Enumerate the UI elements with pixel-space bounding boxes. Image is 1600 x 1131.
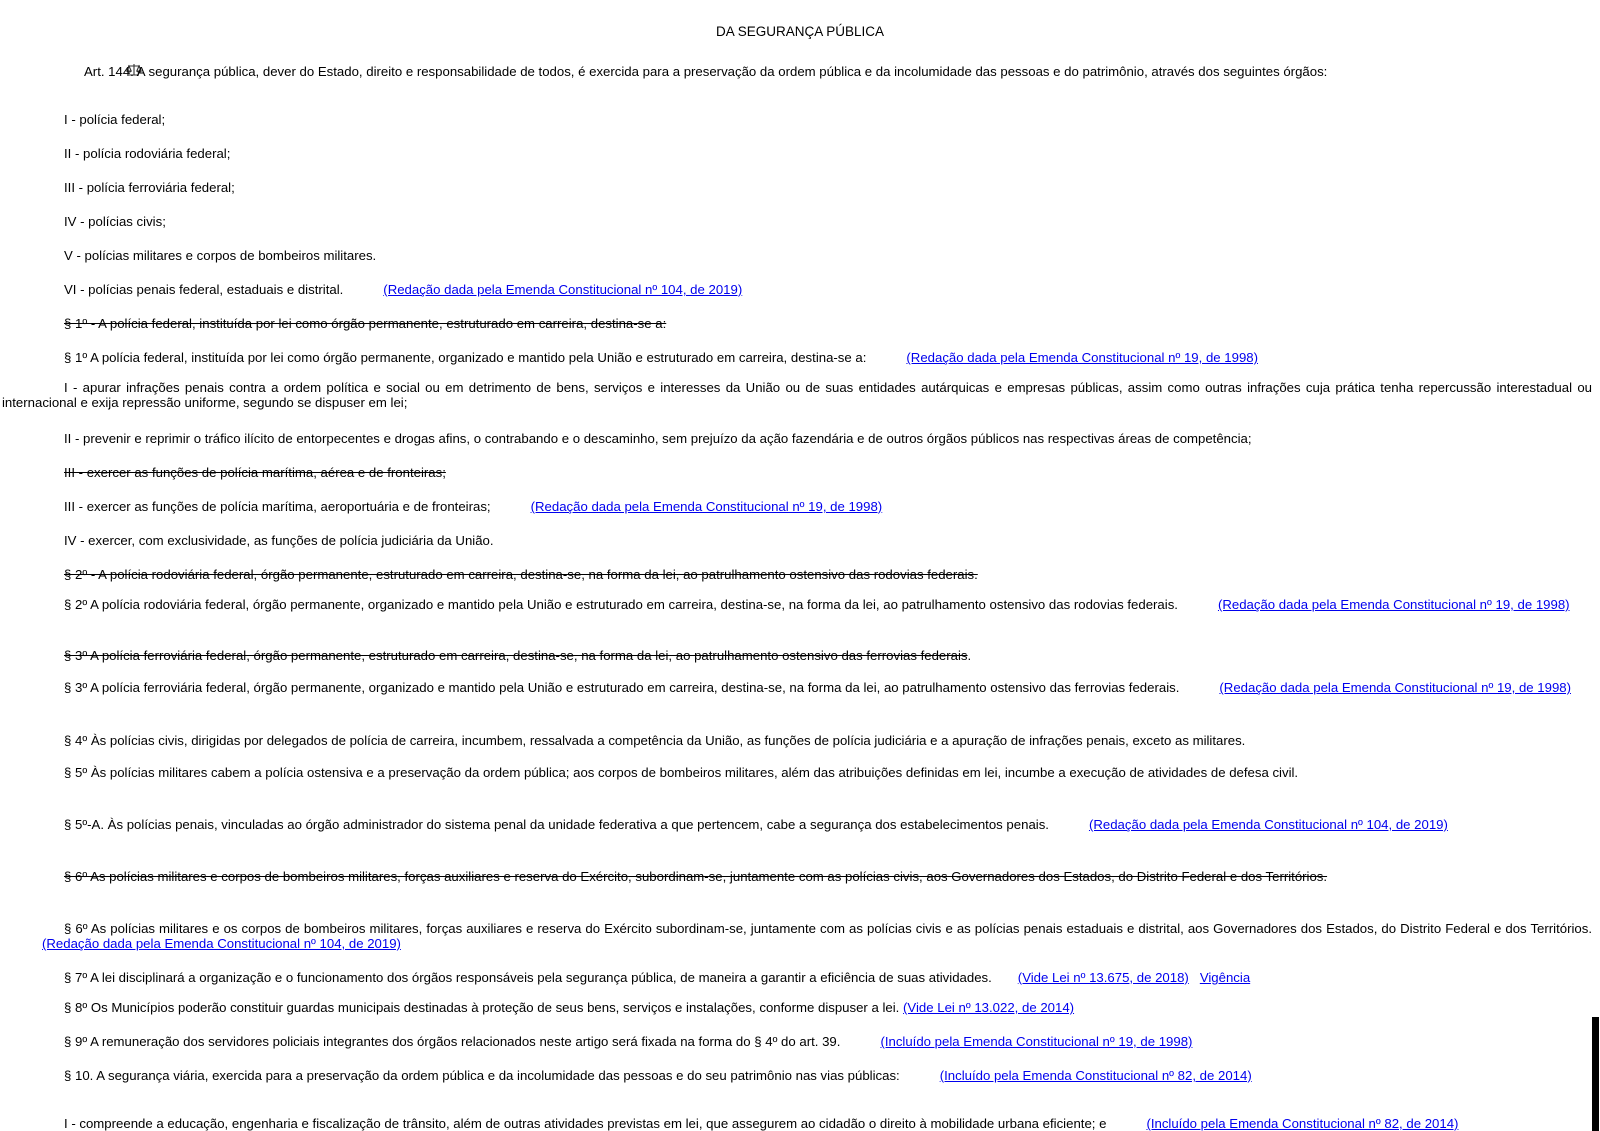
paragraph-text: § 1º A polícia federal, instituída por lei como órgão permanente, organizado e mantido pela União e estruturado em carreira, destina-se a:: [64, 350, 867, 365]
art-144-text: Art. 144. A segurança pública, dever do Estado, direito e responsabilidade de todos, é exercida para a preservação da ordem pública e da incolumidade das pessoas e do patrimônio, através dos seguintes órgãos:: [84, 64, 1328, 79]
paragraph-5a: [2, 817, 1592, 832]
ref-link[interactable]: (Incluído pela Emenda Constitucional nº 19, de 1998): [880, 1034, 1193, 1049]
revoked-end: .: [967, 648, 972, 663]
ref-link[interactable]: (Incluído pela Emenda Constitucional nº 82, de 2014): [939, 1068, 1252, 1083]
paragraph-text: § 9º A remuneração dos servidores policiais integrantes dos órgãos relacionados neste artigo será fixada na forma do § 4º do art. 39.: [64, 1034, 841, 1049]
paragraph-1-inciso-i: I - apurar infrações penais contra a ordem política e social ou em detrimento de bens, serviços e interesses da União ou de suas entidades autárquicas e empresas públicas, assim como outras infrações cuja prática tenha repercussão interestadual ou internacional e exija repressão uniforme, segundo se dispuser em lei;: [2, 380, 1592, 410]
paragraph-10-inciso-i: [64, 1116, 1458, 1131]
paragraph-9: [64, 1034, 1192, 1049]
paragraph-text: § 2º A polícia rodoviária federal, órgão permanente, organizado e mantido pela União e estruturado em carreira, destina-se, na forma da lei, ao patrulhamento ostensivo das rodovias federais.: [64, 597, 1178, 612]
ref-link[interactable]: (Redação dada pela Emenda Constitucional nº 104, de 2019): [42, 936, 401, 951]
paragraph-1-inciso-iii: [64, 499, 882, 514]
ref-link[interactable]: (Redação dada pela Emenda Constitucional nº 19, de 1998): [1217, 597, 1570, 612]
scrollbar-thumb[interactable]: [1592, 1017, 1599, 1131]
paragraph-6-revoked: [2, 869, 1592, 884]
ref-link[interactable]: (Vide Lei nº 13.675, de 2018): [1017, 970, 1189, 985]
inciso-vi: [64, 282, 742, 297]
revoked-text: § 3º A polícia ferroviária federal, órgão permanente, estruturado em carreira, destina-se, na forma da lei, ao patrulhamento ostensivo das ferrovias federais: [64, 648, 968, 663]
inciso-ii: II - polícia rodoviária federal;: [64, 146, 231, 161]
paragraph-text: § 6º As polícias militares e os corpos de bombeiros militares, forças auxiliares e reserva do Exército subordinam-se, juntamente com as polícias civis e as polícias penais estaduais e distrital, aos Governadores dos Estados, do Distrito Federal e dos Territórios.: [64, 921, 1592, 936]
section-title: DA SEGURANÇA PÚBLICA: [715, 24, 885, 39]
revoked-text: § 2º - A polícia rodoviária federal, órgão permanente, estruturado em carreira, destina-se, na forma da lei, ao patrulhamento ostensivo das rodovias federais.: [64, 567, 978, 582]
paragraph-1-inciso-ii: II - prevenir e reprimir o tráfico ilícito de entorpecentes e drogas afins, o contrabando e o descaminho, sem prejuízo da ação fazendária e de outros órgãos públicos nas respectivas áreas de competência;: [64, 431, 1252, 446]
paragraph-text: § 3º A polícia ferroviária federal, órgão permanente, organizado e mantido pela União e estruturado em carreira, destina-se, na forma da lei, ao patrulhamento ostensivo das ferrovias federais.: [64, 680, 1180, 695]
inciso-iii: III - polícia ferroviária federal;: [64, 180, 235, 195]
paragraph-6: [2, 921, 1592, 951]
paragraph-8: [64, 1000, 1074, 1015]
inciso-iv: IV - polícias civis;: [64, 214, 166, 229]
paragraph-2-revoked: [64, 567, 978, 582]
vigencia-link[interactable]: Vigência: [1199, 970, 1251, 985]
scales-icon: [64, 63, 84, 79]
paragraph-1-revoked: [64, 316, 666, 331]
paragraph-text: § 5º-A. Às polícias penais, vinculadas ao órgão administrador do sistema penal da unidade federativa a que pertencem, cabe a segurança dos estabelecimentos penais.: [64, 817, 1049, 832]
paragraph-3: [2, 680, 1592, 695]
inciso-v: V - polícias militares e corpos de bombeiros militares.: [64, 248, 377, 263]
paragraph-3-revoked: [64, 648, 971, 663]
inciso-vi-text: VI - polícias penais federal, estaduais e distrital.: [64, 282, 344, 297]
ref-link[interactable]: (Redação dada pela Emenda Constitucional nº 19, de 1998): [1219, 680, 1571, 695]
ref-link[interactable]: (Redação dada pela Emenda Constitucional nº 104, de 2019): [1088, 817, 1448, 832]
inciso-i: I - polícia federal;: [64, 112, 166, 127]
paragraph-2: [2, 597, 1592, 612]
paragraph-1: [64, 350, 1258, 365]
ref-link[interactable]: (Vide Lei nº 13.022, de 2014): [903, 1000, 1075, 1015]
ref-link[interactable]: (Redação dada pela Emenda Constitucional nº 19, de 1998): [906, 350, 1258, 365]
paragraph-text: § 7º A lei disciplinará a organização e o funcionamento dos órgãos responsáveis pela segurança pública, de maneira a garantir a eficiência de suas atividades.: [64, 970, 992, 985]
revoked-text: § 6º As polícias militares e corpos de bombeiros militares, forças auxiliares e reserva do Exército, subordinam-se, juntamente com as polícias civis, aos Governadores dos Estados, do Distrito Federal e dos Territórios.: [64, 869, 1328, 884]
art-144: [2, 63, 1592, 79]
paragraph-4: § 4º Às polícias civis, dirigidas por delegados de polícia de carreira, incumbem, ressalvada a competência da União, as funções de polícia judiciária e a apuração de infrações penais, exceto as militares.: [64, 733, 1246, 748]
paragraph-7: [64, 970, 1250, 985]
paragraph-1-inciso-iv: IV - exercer, com exclusividade, as funções de polícia judiciária da União.: [64, 533, 494, 548]
paragraph-text: § 8º Os Municípios poderão constituir guardas municipais destinadas à proteção de seus bens, serviços e instalações, conforme dispuser a lei.: [64, 1000, 900, 1015]
ref-link[interactable]: (Redação dada pela Emenda Constitucional nº 19, de 1998): [530, 499, 883, 514]
paragraph-text: § 10. A segurança viária, exercida para a preservação da ordem pública e da incolumidade das pessoas e do seu patrimônio nas vias públicas:: [64, 1068, 900, 1083]
revoked-text: § 1º - A polícia federal, instituída por lei como órgão permanente, estruturado em carreira, destina-se a:: [64, 316, 667, 331]
ref-link[interactable]: (Incluído pela Emenda Constitucional nº 82, de 2014): [1146, 1116, 1459, 1131]
paragraph-5: § 5º Às polícias militares cabem a polícia ostensiva e a preservação da ordem pública; aos corpos de bombeiros militares, além das atribuições definidas em lei, incumbe a execução de atividades de defesa civil.: [64, 765, 1299, 780]
paragraph-text: III - exercer as funções de polícia marítima, aeroportuária e de fronteiras;: [64, 499, 491, 514]
revoked-text: III - exercer as funções de polícia marítima, aérea e de fronteiras;: [64, 465, 446, 480]
paragraph-1-inciso-iii-revoked: [64, 465, 446, 480]
paragraph-text: I - compreende a educação, engenharia e fiscalização de trânsito, além de outras atividades previstas em lei, que assegurem ao cidadão o direito à mobilidade urbana eficiente; e: [64, 1116, 1107, 1131]
ref-link[interactable]: (Redação dada pela Emenda Constitucional nº 104, de 2019): [383, 282, 743, 297]
paragraph-10: [64, 1068, 1252, 1083]
